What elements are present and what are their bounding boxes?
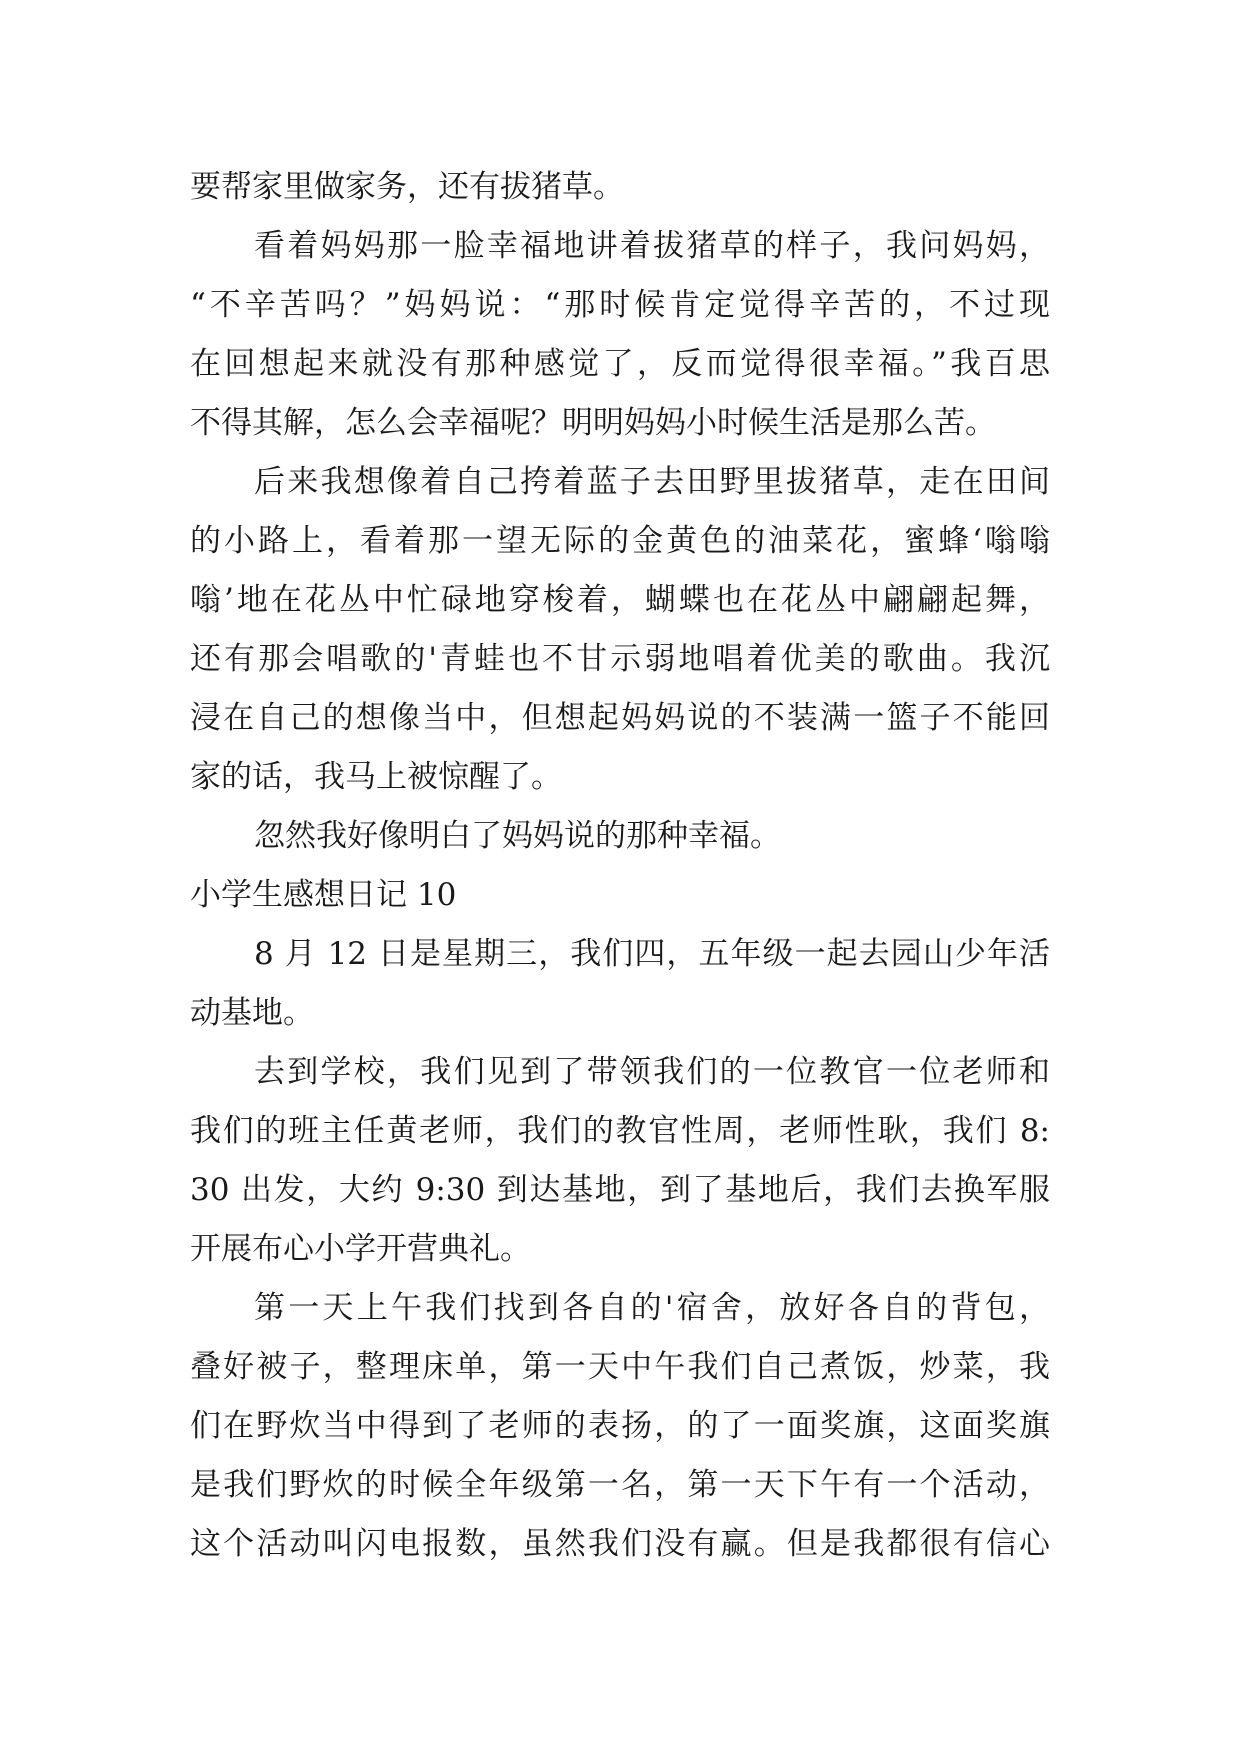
text-line: 去到学校，我们见到了带领我们的一位教官一位老师和 — [254, 1054, 1050, 1090]
text-line: 在回想起来就没有那种感觉了，反而觉得很幸福。”我百思 — [190, 346, 1050, 382]
text-line: “不辛苦吗？”妈妈说：“那时候肯定觉得辛苦的，不过现 — [190, 287, 1050, 323]
text-line: 后来我想像着自己挎着蓝子去田野里拔猪草，走在田间 — [254, 464, 1050, 500]
text-line: 看着妈妈那一脸幸福地讲着拔猪草的样子，我问妈妈， — [254, 228, 1050, 264]
document-body — [190, 158, 1050, 1574]
text-line: 开展布心小学开营典礼。 — [190, 1231, 531, 1267]
text-line: 动基地。 — [190, 995, 314, 1031]
text-line: 们在野炊当中得到了老师的表扬，的了一面奖旗，这面奖旗 — [190, 1408, 1050, 1444]
text-line: 浸在自己的想像当中，但想起妈妈说的不装满一篮子不能回 — [190, 700, 1050, 736]
text-line: 还有那会唱歌的'青蛙也不甘示弱地唱着优美的歌曲。我沉 — [190, 641, 1050, 677]
text-line: 我们的班主任黄老师，我们的教官性周，老师性耿，我们 8: — [190, 1113, 1050, 1149]
text-line: 这个活动叫闪电报数，虽然我们没有赢。但是我都很有信心 — [190, 1526, 1050, 1562]
text-line: 的小路上，看着那一望无际的金黄色的油菜花，蜜蜂‘嗡嗡 — [190, 523, 1050, 559]
text-line: 8 月 12 日是星期三，我们四，五年级一起去园山少年活 — [254, 936, 1050, 972]
text-line: 不得其解，怎么会幸福呢？明明妈妈小时候生活是那么苦。 — [190, 405, 996, 441]
text-line: 嗡’地在花丛中忙碌地穿梭着，蝴蝶也在花丛中翩翩起舞， — [190, 582, 1050, 618]
text-line: 是我们野炊的时候全年级第一名，第一天下午有一个活动， — [190, 1467, 1050, 1503]
text-line: 家的话，我马上被惊醒了。 — [190, 759, 562, 795]
text-line: 30 出发，大约 9:30 到达基地，到了基地后，我们去换军服 — [190, 1172, 1050, 1208]
text-line: 小学生感想日记 10 — [190, 877, 457, 913]
text-line: 叠好被子，整理床单，第一天中午我们自己煮饭，炒菜，我 — [190, 1349, 1050, 1385]
text-line: 第一天上午我们找到各自的'宿舍，放好各自的背包， — [254, 1290, 1050, 1326]
text-line: 要帮家里做家务，还有拔猪草。 — [190, 169, 624, 205]
text-line: 忽然我好像明白了妈妈说的那种幸福。 — [254, 818, 781, 854]
